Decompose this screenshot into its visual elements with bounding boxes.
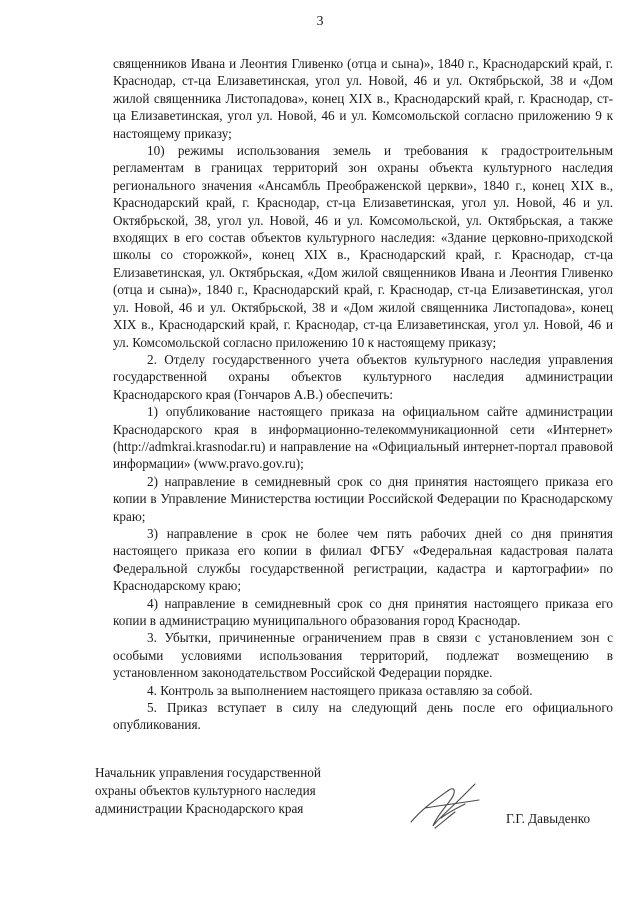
paragraph-section-5: 5. Приказ вступает в силу на следующий день после его официального опубликования. [113, 700, 613, 733]
paragraph-2-2: 2) направление в семидневный срок со дня принятия настоящего приказа его копии в Управление Министерства юстиции Российской Федерации по Краснодарскому краю; [113, 473, 613, 524]
paragraph-section-4: 4. Контроль за выполнением настоящего приказа оставляю за собой. [147, 682, 533, 698]
paragraph-2-1: 1) опубликование настоящего приказа на официальном сайте администрации Краснодарского края в информационно-телекоммуникационной сети «Интернет» (http://admkrai.krasnodar.ru) и направление на «Официальный интернет-портал правовой информации» (www.pravo.gov.ru); [113, 404, 613, 472]
signer-title [95, 764, 375, 818]
signer-title-line: охраны объектов культурного наследия [95, 783, 316, 798]
signer-title-line: Начальник управления государственной [95, 765, 321, 780]
handwritten-signature [405, 778, 485, 834]
paragraph-section-2: 2. Отделу государственного учета объектов культурного наследия управления государственной охраны объектов культурного наследия администрации Краснодарского края (Гончаров А.В.) обеспечить: [113, 351, 613, 402]
paragraph-continuation: священников Ивана и Леонтия Гливенко (отца и сына)», 1840 г., Краснодарский край, г. Краснодар, ст-ца Елизаветинская, угол ул. Новой, 46 и ул. Октябрьской, 38 и «Дом жилой священника Листопадова», конец XIX в., Краснодарский край, г. Краснодар, ст-ца Елизаветинская, угол ул. Новой, 46 и ул. Комсомольской согласно приложению 9 к настоящему приказу; [113, 56, 613, 141]
paragraph-2-3: 3) направление в срок не более чем пять рабочих дней со дня принятия настоящего приказа его копии в филиал ФГБУ «Федеральная кадастровая палата Федеральной службы государственной регистрации, кадастра и картографии» по Краснодарскому краю; [113, 525, 613, 594]
document-body [113, 55, 613, 734]
signer-title-line: администрации Краснодарского края [95, 801, 304, 816]
paragraph-item-10: 10) режимы использования земель и требования к градостроительным регламентам в границах территорий зон охраны объекта культурного наследия регионального значения «Ансамбль Преображенской церкви», 1840 г., конец XIX в., Краснодарский край, г. Краснодар, ст-ца Елизаветинская, угол ул. Новой, 46 и ул. Октябрьской, 38, угол ул. Новой, 46 и ул. Комсомольской, ул. Октябрьская, а также входящих в его состав объектов культурного наследия: «Здание церковно-приходской школы со сторожкой», конец XIX в., Краснодарский край, г. Краснодар, ст-ца Елизаветинская, ул. Октябрьская, «Дом жилой священников Ивана и Леонтия Гливенко (отца и сына)», 1840 г., Краснодарский край, г. Краснодар, ст-ца Елизаветинская, угол ул. Новой, 46 и ул. Октябрьской, 38 и «Дом жилой священника Листопадова», конец XIX в., Краснодарский край, г. Краснодар, ст-ца Елизаветинская, угол ул. Новой, 46 и ул. Комсомольской согласно приложению 10 к настоящему приказу; [113, 143, 613, 350]
page-number: 3 [316, 14, 324, 29]
paragraph-section-3: 3. Убытки, причиненные ограничением прав в связи с установлением зон с особыми условиями использования территорий, подлежат возмещению в установленном законодательством Российской Федерации порядке. [113, 630, 613, 681]
signer-name: Г.Г. Давыденко [506, 811, 591, 826]
paragraph-2-4: 4) направление в семидневный срок со дня принятия настоящего приказа его копии в администрацию муниципального образования город Краснодар. [113, 595, 613, 628]
